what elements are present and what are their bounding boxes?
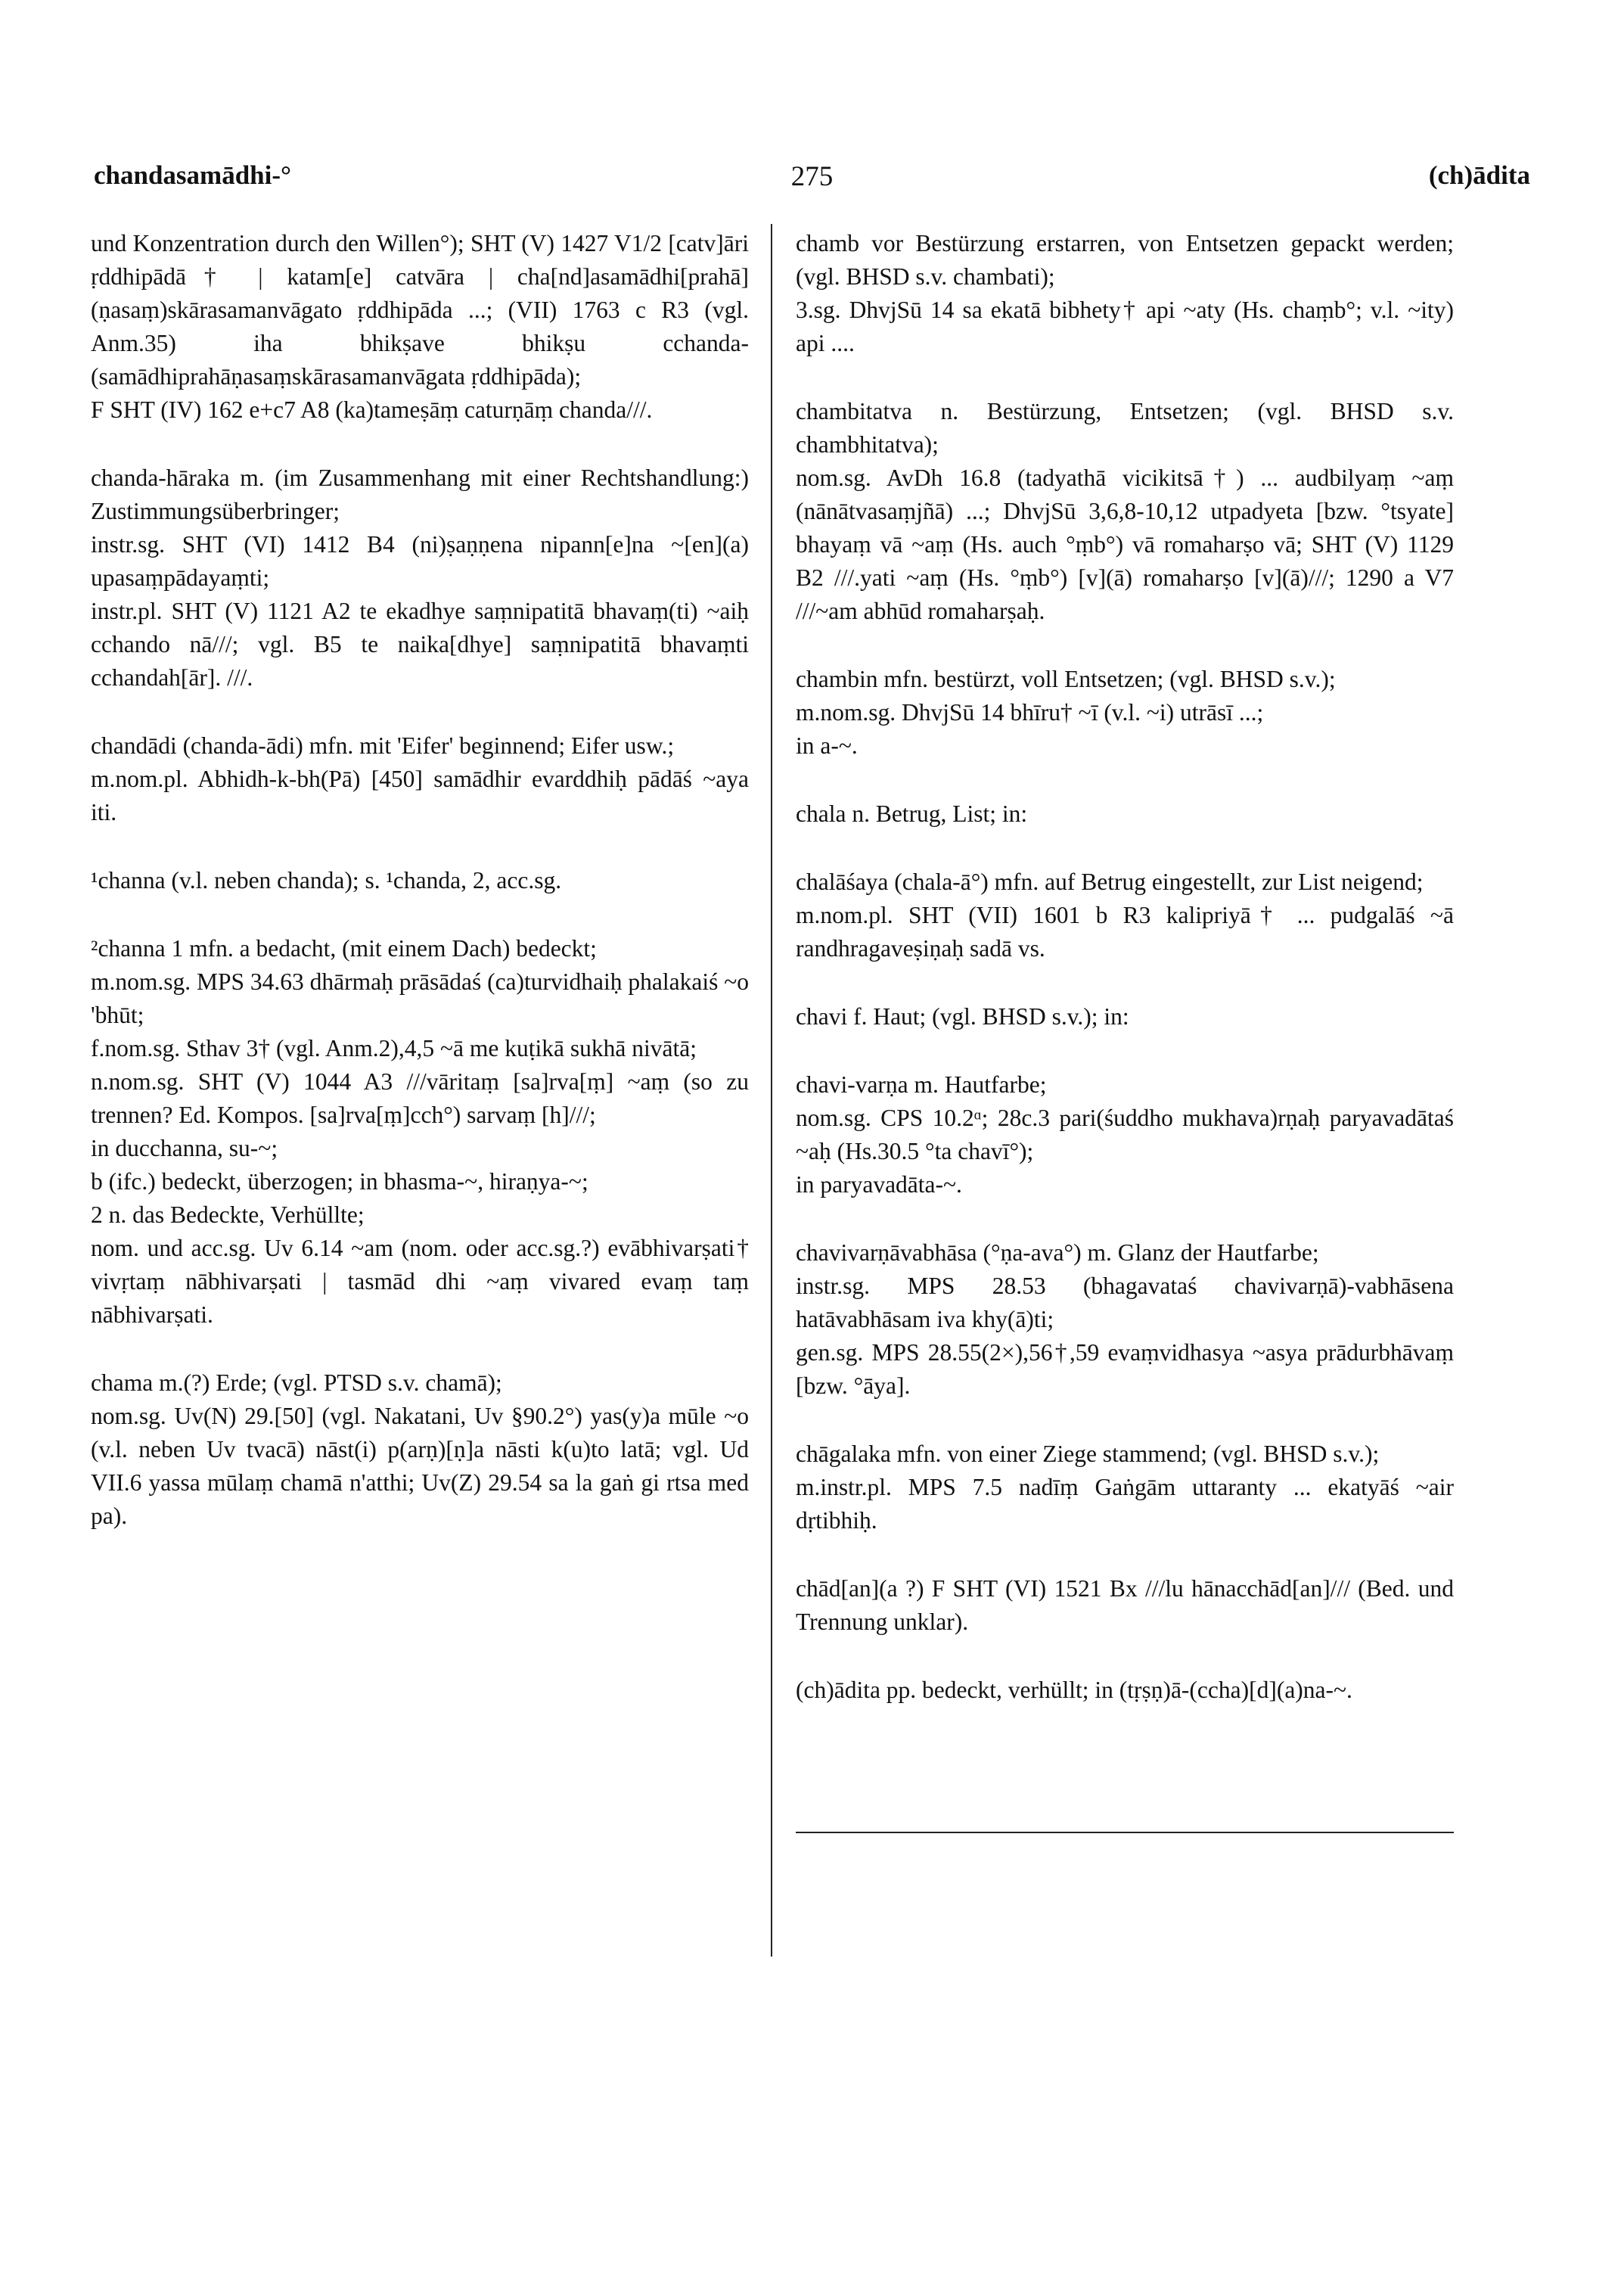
running-header [94, 160, 1530, 206]
dictionary-line: chama m.(?) Erde; (vgl. PTSD s.v. chamā); [91, 1369, 502, 1396]
header-right-catchword: (ch)ādita [1428, 160, 1530, 190]
entry-gap [796, 1639, 1454, 1674]
dictionary-line: chala n. Betrug, List; in: [796, 800, 1028, 827]
dictionary-line: chamb vor Bestürzung erstarren, von Entsetzen gepackt werden; (vgl. BHSD s.v. chambati); [796, 230, 1454, 290]
dictionary-line: 2 n. das Bedeckte, Verhüllte; [91, 1201, 365, 1228]
dictionary-line: 3.sg. DhvjSū 14 sa ekatā bibhety† api ~aty (Hs. chaṃb°; v.l. ~ity) api .... [796, 297, 1454, 356]
entry-gap [91, 695, 749, 729]
right-column [796, 227, 1454, 1707]
dictionary-line: m.nom.sg. DhvjSū 14 bhīru† ~ī (v.l. ~i) utrāsī ...; [796, 699, 1264, 726]
dictionary-line: f.nom.sg. Sthav 3† (vgl. Anm.2),4,5 ~ā me kuṭikā sukhā nivātā; [91, 1035, 697, 1061]
entry-gap [91, 829, 749, 864]
dictionary-line: gen.sg. MPS 28.55(2×),56†,59 evaṃvidhasya ~asya prādurbhāvaṃ [bzw. °āya]. [796, 1339, 1454, 1399]
dictionary-line: n.nom.sg. SHT (V) 1044 A3 ///vāritaṃ [sa]rva[ṃ] ~aṃ (so zu trennen? Ed. Kompos. [sa]rva[ṃ]cch°) sarvaṃ [h]///; [91, 1068, 749, 1128]
entry-gap [91, 427, 749, 462]
entry-gap [796, 1033, 1454, 1068]
dictionary-line: b (ifc.) bedeckt, überzogen; in bhasma-~, hiraṇya-~; [91, 1168, 588, 1195]
dictionary-line: chavivarṇāvabhāsa (°ṇa-ava°) m. Glanz der Hautfarbe; [796, 1239, 1319, 1266]
dictionary-line: in a-~. [796, 732, 858, 759]
dictionary-line: nom.sg. CPS 10.2ᵅ; 28c.3 pari(śuddho mukhava)rṇaḥ paryavadātaś ~aḥ (Hs.30.5 °ta chavī°); [796, 1105, 1454, 1164]
entry-gap [91, 897, 749, 932]
entry-gap [796, 1537, 1454, 1572]
dictionary-line: chambin mfn. bestürzt, voll Entsetzen; (vgl. BHSD s.v.); [796, 666, 1336, 692]
dictionary-line: chavi f. Haut; (vgl. BHSD s.v.); in: [796, 1003, 1129, 1030]
entry-gap [796, 628, 1454, 663]
dictionary-line: F SHT (IV) 162 e+c7 A8 (ka)tameṣāṃ caturṇāṃ chanda///. [91, 396, 653, 423]
dictionary-line: nom. und acc.sg. Uv 6.14 ~am (nom. oder acc.sg.?) evābhivarṣati† vivṛtaṃ nābhivarṣati | tasmād dhi ~aṃ vivared evaṃ taṃ nābhivarṣati. [91, 1235, 749, 1328]
entry-gap [796, 965, 1454, 1000]
dictionary-line: instr.pl. SHT (V) 1121 A2 te ekadhye saṃnipatitā bhavaṃ(ti) ~aiḥ cchando nā///; vgl. B5 te naika[dhye] saṃnipatitā bhavaṃti cchandah[ār]. ///. [91, 598, 749, 691]
entry-gap [91, 1332, 749, 1366]
entry-gap [796, 1201, 1454, 1236]
dictionary-line: nom.sg. Uv(N) 29.[50] (vgl. Nakatani, Uv §90.2°) yas(y)a mūle ~o (v.l. neben Uv tvacā) nāst(i) p(arṇ)[ṇ]a nāsti k(u)to latā; vgl. Ud VII.6 yassa mūlaṃ chamā n'atthi; Uv(Z) 29.54 sa la gaṅ gi rtsa med pa). [91, 1403, 749, 1529]
dictionary-line: chavi-varṇa m. Hautfarbe; [796, 1071, 1047, 1098]
dictionary-line: chalāśaya (chala-ā°) mfn. auf Betrug eingestellt, zur List neigend; [796, 869, 1424, 895]
dictionary-line: chāgalaka mfn. von einer Ziege stammend; (vgl. BHSD s.v.); [796, 1441, 1380, 1467]
entry-gap [796, 763, 1454, 797]
dictionary-line: m.nom.sg. MPS 34.63 dhārmaḥ prāsādaś (ca)turvidhaiḥ phalakaiś ~o 'bhūt; [91, 968, 750, 1028]
dictionary-line: chandādi (chanda-ādi) mfn. mit 'Eifer' beginnend; Eifer usw.; [91, 732, 675, 759]
column-divider [771, 224, 772, 1957]
dictionary-line: ²channa 1 mfn. a bedacht, (mit einem Dach) bedeckt; [91, 935, 597, 962]
dictionary-line: ¹channa (v.l. neben chanda); s. ¹chanda, 2, acc.sg. [91, 867, 562, 894]
header-left-catchword: chandasamādhi-° [94, 160, 292, 190]
left-column [91, 227, 749, 1533]
section-rule [796, 1832, 1454, 1833]
dictionary-line: m.nom.pl. Abhidh-k-bh(Pā) [450] samādhir evarddhiḥ pādāś ~aya iti. [91, 766, 749, 825]
dictionary-line: (ch)ādita pp. bedeckt, verhüllt; in (tṛṣṇ)ā-(ccha)[d](a)na-~. [796, 1677, 1352, 1703]
page-number: 275 [790, 161, 834, 192]
dictionary-line: instr.sg. SHT (VI) 1412 B4 (ni)ṣaṇṇena nipann[e]na ~[en](a) upasaṃpādayaṃti; [91, 531, 749, 591]
dictionary-line: in paryavadāta-~. [796, 1171, 962, 1198]
dictionary-line: m.nom.pl. SHT (VII) 1601 b R3 kalipriyā† ... pudgalāś ~ā randhragaveṣiṇaḥ sadā vs. [796, 902, 1454, 962]
entry-gap [796, 1403, 1454, 1438]
dictionary-line: chād[an](a ?) F SHT (VI) 1521 Bx ///lu hānacchād[an]/// (Bed. und Trennung unklar). [796, 1575, 1454, 1635]
dictionary-line: chambitatva n. Bestürzung, Entsetzen; (vgl. BHSD s.v. chambhitatva); [796, 398, 1454, 458]
dictionary-line: in ducchanna, su-~; [91, 1135, 278, 1161]
dictionary-line: und Konzentration durch den Willen°); SHT (V) 1427 V1/2 [catv]āri ṛddhipādā† | katam[e] catvāra | cha[nd]asamādhi[prahā](ṇasaṃ)skārasamanvāgato ṛddhipāda ...; (VII) 1763 c R3 (vgl. Anm.35) iha bhikṣave bhikṣu cchanda-(samādhiprahāṇasaṃskārasamanvāgata ṛddhipāda); [91, 230, 749, 390]
entry-gap [796, 360, 1454, 395]
dictionary-line: instr.sg. MPS 28.53 (bhagavataś chavivarṇā)-vabhāsena hatāvabhāsam iva khy(ā)ti; [796, 1273, 1454, 1332]
entry-gap [796, 831, 1454, 866]
dictionary-line: m.instr.pl. MPS 7.5 nadīṃ Gaṅgām uttaranty ... ekatyāś ~air dṛtibhiḥ. [796, 1474, 1454, 1534]
dictionary-line: chanda-hāraka m. (im Zusammenhang mit einer Rechtshandlung:) Zustimmungsüberbringer; [91, 465, 749, 524]
dictionary-line: nom.sg. AvDh 16.8 (tadyathā vicikitsā†) ... audbilyaṃ ~aṃ (nānātvasaṃjñā) ...; DhvjSū 3,6,8-10,12 utpadyeta [bzw. °tsyate] bhayaṃ vā ~aṃ (Hs. auch °ṃb°) vā romaharṣo vā; SHT (V) 1129 B2 ///.yati ~aṃ (Hs. °ṃb°) [v](ā) romaharṣo [v](ā)///; 1290 a V7 ///~am abhūd romaharṣaḥ. [796, 465, 1454, 624]
